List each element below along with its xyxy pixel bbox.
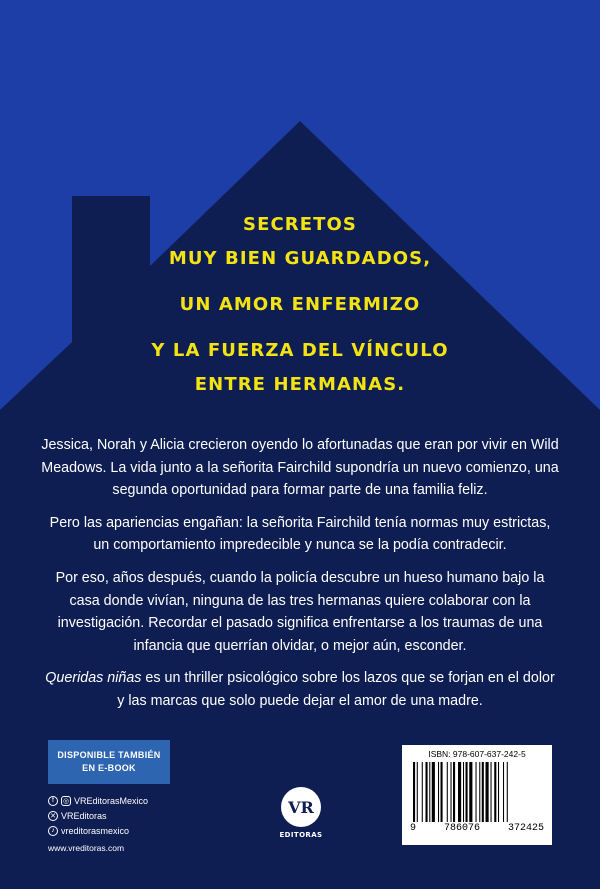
tiktok-icon: ♪ xyxy=(48,826,58,836)
barcode-bar xyxy=(422,762,423,822)
barcode-bar xyxy=(486,762,489,822)
synopsis-paragraph-4 xyxy=(40,667,560,712)
barcode-digits-right: 372425 xyxy=(507,823,544,834)
ebook-line-1: DISPONIBLE TAMBIÉN xyxy=(57,750,161,760)
barcode-bar xyxy=(503,762,504,822)
publisher-logo xyxy=(279,787,323,847)
barcode-bar xyxy=(476,762,477,822)
barcode-bar xyxy=(413,762,415,822)
synopsis-paragraph-1: Jessica, Norah y Alicia crecieron oyendo lo afortunadas que eran por vivir en Wild Meadows. La vida junto a la señorita Fairchild supondría un nuevo comienzo, una segunda oportunidad para formar parte de una familia feliz. xyxy=(41,437,559,499)
barcode-bar xyxy=(458,762,461,822)
barcode-digit-prefix: 9 xyxy=(410,823,417,834)
barcode-bar xyxy=(466,762,468,822)
barcode-bar xyxy=(447,762,448,822)
barcode-bars xyxy=(411,762,543,822)
barcode-digits-left: 786076 xyxy=(443,823,480,834)
isbn-barcode xyxy=(402,745,552,845)
synopsis-paragraph-4-text: es un thriller psicológico sobre los lazos que se forjan en el dolor y las marcas que solo puede dejar el amor de una madre. xyxy=(117,670,555,709)
barcode-bar xyxy=(498,762,499,822)
barcode-bar xyxy=(494,762,496,822)
social-row-x xyxy=(48,808,148,823)
tagline-line-5: ENTRE HERMANAS. xyxy=(194,374,406,395)
tagline-line-1: SECRETOS xyxy=(243,214,357,235)
ebook-line-2: EN E-BOOK xyxy=(82,763,136,773)
barcode-bar xyxy=(432,762,435,822)
barcode-bar xyxy=(451,762,452,822)
barcode-bar xyxy=(438,762,439,822)
tagline-line-2: MUY BIEN GUARDADOS, xyxy=(168,248,432,269)
barcode-digits xyxy=(408,823,546,834)
synopsis-paragraph-2: Pero las apariencias engañan: la señorita Fairchild tenía normas muy estrictas, un comportamiento impredecible y nunca se la podía contradecir. xyxy=(49,514,551,554)
barcode-bar xyxy=(491,762,492,822)
social-row-tiktok xyxy=(48,823,148,838)
barcode-bar xyxy=(453,762,455,822)
tiktok-handle: vreditorasmexico xyxy=(61,825,130,836)
barcode-bar xyxy=(507,762,508,822)
social-row-facebook-instagram xyxy=(48,793,148,808)
barcode-bar xyxy=(463,762,464,822)
barcode-bar xyxy=(429,762,430,822)
logo-mark: VR xyxy=(288,797,314,817)
facebook-icon: f xyxy=(48,796,58,806)
publisher-name: EDITORAS xyxy=(279,831,323,839)
x-icon: ✕ xyxy=(48,811,58,821)
social-links xyxy=(48,793,148,838)
ebook-availability-badge xyxy=(48,740,170,784)
facebook-instagram-handle: VREditorasMexico xyxy=(74,795,149,806)
barcode-bar xyxy=(426,762,428,822)
barcode-bar xyxy=(417,762,418,822)
synopsis xyxy=(40,434,560,723)
tagline xyxy=(150,208,450,402)
website-url: www.vreditoras.com xyxy=(48,843,125,853)
barcode-bar xyxy=(469,762,472,822)
barcode-bar xyxy=(482,762,484,822)
instagram-icon: ◎ xyxy=(62,797,70,805)
tagline-line-4: Y LA FUERZA DEL VÍNCULO xyxy=(151,340,449,361)
tagline-line-3: UN AMOR ENFERMIZO xyxy=(179,294,421,315)
isbn-number: ISBN: 978-607-637-242-5 xyxy=(428,749,526,759)
barcode-bar xyxy=(441,762,443,822)
x-handle: VREditoras xyxy=(61,810,107,821)
book-title: Queridas niñas xyxy=(45,670,142,687)
synopsis-paragraph-3: Por eso, años después, cuando la policía descubre un hueso humano bajo la casa donde vivían, ninguna de las tres hermanas quiere colaborar con la investigación. Recordar el pasado significa enfrentarse a los traumas de una infancia que querrían olvidar, o mejor aún, esconder. xyxy=(55,569,545,654)
barcode-bar xyxy=(479,762,480,822)
vr-logo-icon xyxy=(281,787,321,827)
